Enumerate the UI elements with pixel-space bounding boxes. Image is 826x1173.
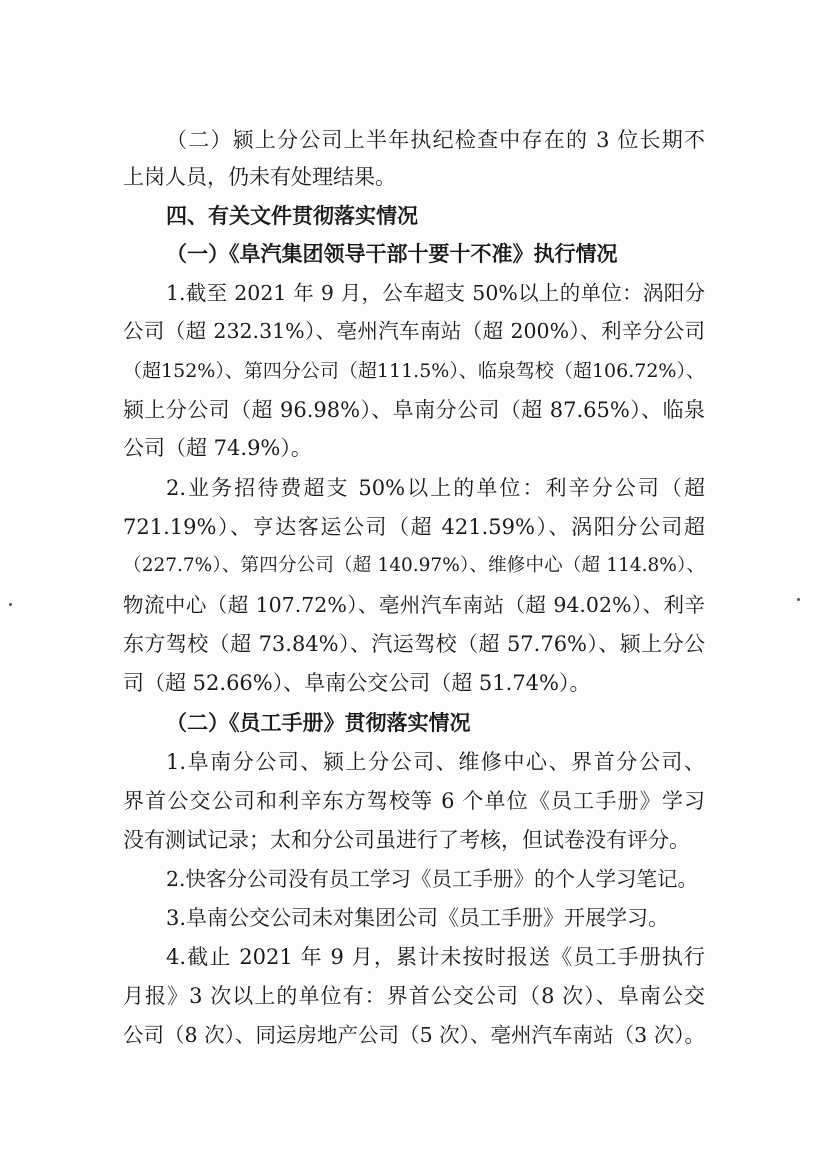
paragraph-line: 司（超 52.66%）、阜南公交公司（超 51.74%）。: [123, 671, 591, 695]
paragraph-line: 物流中心（超 107.72%）、亳州汽车南站（超 94.02%）、利辛: [123, 593, 705, 617]
paragraph-line: 月报》3 次以上的单位有：界首公交公司（8 次）、阜南公交: [123, 984, 705, 1008]
paragraph-line: 公司（超 74.9%）。: [123, 436, 312, 460]
paragraph-line: 2.业务招待费超支 50%以上的单位：利辛分公司（超: [166, 476, 705, 500]
paragraph-line: 721.19%）、亨达客运公司（超 421.59%）、涡阳分公司超: [123, 515, 705, 539]
paragraph-line: 1.截至 2021 年 9 月，公车超支 50%以上的单位：涡阳分: [166, 281, 705, 305]
scan-speck: [797, 598, 800, 601]
subsection-heading: （一）《阜汽集团领导干部十要十不准》执行情况: [166, 241, 618, 266]
scan-speck: [9, 603, 12, 606]
paragraph-line: （超152%）、第四分公司（超111.5%）、临泉驾校（超106.72%）、: [123, 360, 705, 382]
subsection-heading: （二）《员工手册》贯彻落实情况: [166, 710, 471, 735]
paragraph-line: 界首公交公司和利辛东方驾校等 6 个单位《员工手册》学习: [123, 789, 705, 813]
paragraph-line: 公司（8 次）、同运房地产公司（5 次）、亳州汽车南站（3 次）。: [123, 1023, 705, 1047]
paragraph-line: 1.阜南分公司、颍上分公司、维修中心、界首分公司、: [166, 750, 705, 774]
paragraph-line: 上岗人员，仍未有处理结果。: [123, 165, 396, 189]
paragraph-line: 公司（超 232.31%）、亳州汽车南站（超 200%）、利辛分公司: [123, 319, 705, 343]
paragraph-line: 没有测试记录；太和分公司虽进行了考核，但试卷没有评分。: [123, 828, 690, 852]
paragraph-line: （227.7%）、第四分公司（超 140.97%）、维修中心（超 114.8%）、: [123, 555, 705, 576]
paragraph-line: 东方驾校（超 73.84%）、汽运驾校（超 57.76%）、颍上分公: [123, 632, 705, 656]
paragraph-line: 颍上分公司（超 96.98%）、阜南分公司（超 87.65%）、临泉: [123, 398, 705, 422]
paragraph-line: （二）颍上分公司上半年执纪检查中存在的 3 位长期不: [166, 128, 705, 152]
paragraph-line: 2.快客分公司没有员工学习《员工手册》的个人学习笔记。: [166, 867, 699, 891]
paragraph-line: 3.阜南公交公司未对集团公司《员工手册》开展学习。: [166, 906, 670, 930]
section-heading: 四、有关文件贯彻落实情况: [166, 204, 418, 228]
paragraph-line: 4.截止 2021 年 9 月，累计未按时报送《员工手册执行: [166, 945, 705, 969]
